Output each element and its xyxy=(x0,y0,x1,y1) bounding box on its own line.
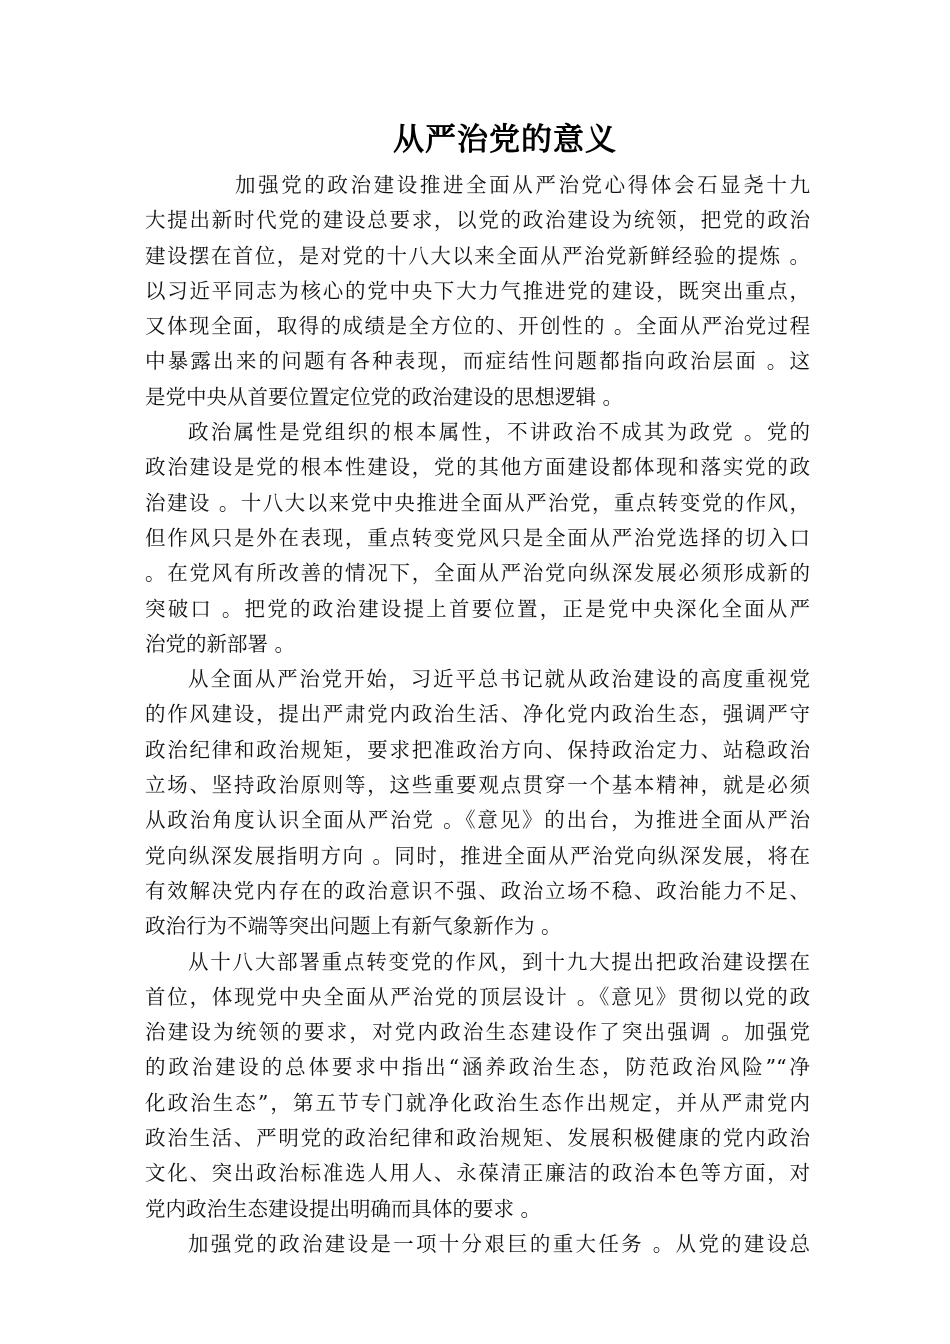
paragraph-line: 党向纵深发展指明方向 。同时，推进全面从严治党向纵深发展，将在 xyxy=(145,843,810,868)
paragraph-line: 政治属性是党组织的根本属性，不讲政治不成其为政党 。党的 xyxy=(188,420,810,445)
document-title: 从严治党的意义 xyxy=(393,122,617,158)
paragraph-line: 党内政治生态建设提出明确而具体的要求 。 xyxy=(145,1196,542,1221)
paragraph-line: 治建设 。十八大以来党中央推进全面从严治党，重点转变党的作风， xyxy=(145,490,810,515)
paragraph-line: 从十八大部署重点转变党的作风，到十九大提出把政治建设摆在 xyxy=(188,949,810,974)
paragraph-line: 以习近平同志为核心的党中央下大力气推进党的建设，既突出重点， xyxy=(145,278,810,303)
paragraph-line: 政治建设是党的根本性建设，党的其他方面建设都体现和落实党的政 xyxy=(145,455,810,480)
paragraph-line: 的作风建设，提出严肃党内政治生活、净化党内政治生态，强调严守 xyxy=(145,702,810,727)
paragraph-line: 治党的新部署 。 xyxy=(145,631,296,656)
paragraph-line: 从全面从严治党开始，习近平总书记就从政治建设的高度重视党 xyxy=(188,667,810,692)
paragraph-line: 的政治建设的总体要求中指出“涵养政治生态，防范政治风险”“净 xyxy=(145,1055,810,1080)
paragraph-line: 首位，体现党中央全面从严治党的顶层设计 。《意见》贯彻以党的政 xyxy=(145,984,810,1009)
paragraph-line: 治建设为统领的要求，对党内政治生态建设作了突出强调 。加强党 xyxy=(145,1020,810,1045)
paragraph-line: 从政治角度认识全面从严治党 。《意见》的出台，为推进全面从严治 xyxy=(145,808,810,833)
paragraph-line: 政治纪律和政治规矩，要求把准政治方向、保持政治定力、站稳政治 xyxy=(145,737,810,762)
paragraph-line: 大提出新时代党的建设总要求，以党的政治建设为统领，把党的政治 xyxy=(145,208,810,233)
paragraph-line: 是党中央从首要位置定位党的政治建设的思想逻辑 。 xyxy=(145,384,624,409)
paragraph-line: 化政治生态”，第五节专门就净化政治生态作出规定，并从严肃党内 xyxy=(145,1090,810,1115)
paragraph-line: 立场、坚持政治原则等，这些重要观点贯穿一个基本精神，就是必须 xyxy=(145,773,810,798)
paragraph-line: 中暴露出来的问题有各种表现，而症结性问题都指向政治层面 。这 xyxy=(145,349,810,374)
document-body xyxy=(145,168,810,1262)
paragraph-line: 加强党的政治建设是一项十分艰巨的重大任务 。从党的建设总 xyxy=(188,1231,810,1256)
paragraph-line: 但作风只是外在表现，重点转变党风只是全面从严治党选择的切入口 xyxy=(145,525,810,550)
paragraph-line: 政治行为不端等突出问题上有新气象新作为 。 xyxy=(145,914,562,939)
paragraph-line: 又体现全面，取得的成绩是全方位的、开创性的 。全面从严治党过程 xyxy=(145,314,810,339)
paragraph-line: 建设摆在首位，是对党的十八大以来全面从严治党新鲜经验的提炼 。 xyxy=(145,243,810,268)
paragraph-line: 加强党的政治建设推进全面从严治党心得体会石显尧十九 xyxy=(235,173,810,197)
paragraph-line: 突破口 。把党的政治建设提上首要位置，正是党中央深化全面从严 xyxy=(145,596,810,621)
paragraph-line: 政治生活、严明党的政治纪律和政治规矩、发展积极健康的党内政治 xyxy=(145,1126,810,1151)
paragraph-line: 文化、突出政治标准选人用人、永葆清正廉洁的政治本色等方面，对 xyxy=(145,1161,810,1186)
paragraph-line: 。在党风有所改善的情况下，全面从严治党向纵深发展必须形成新的 xyxy=(145,561,810,586)
paragraph-line: 有效解决党内存在的政治意识不强、政治立场不稳、政治能力不足、 xyxy=(145,878,810,903)
